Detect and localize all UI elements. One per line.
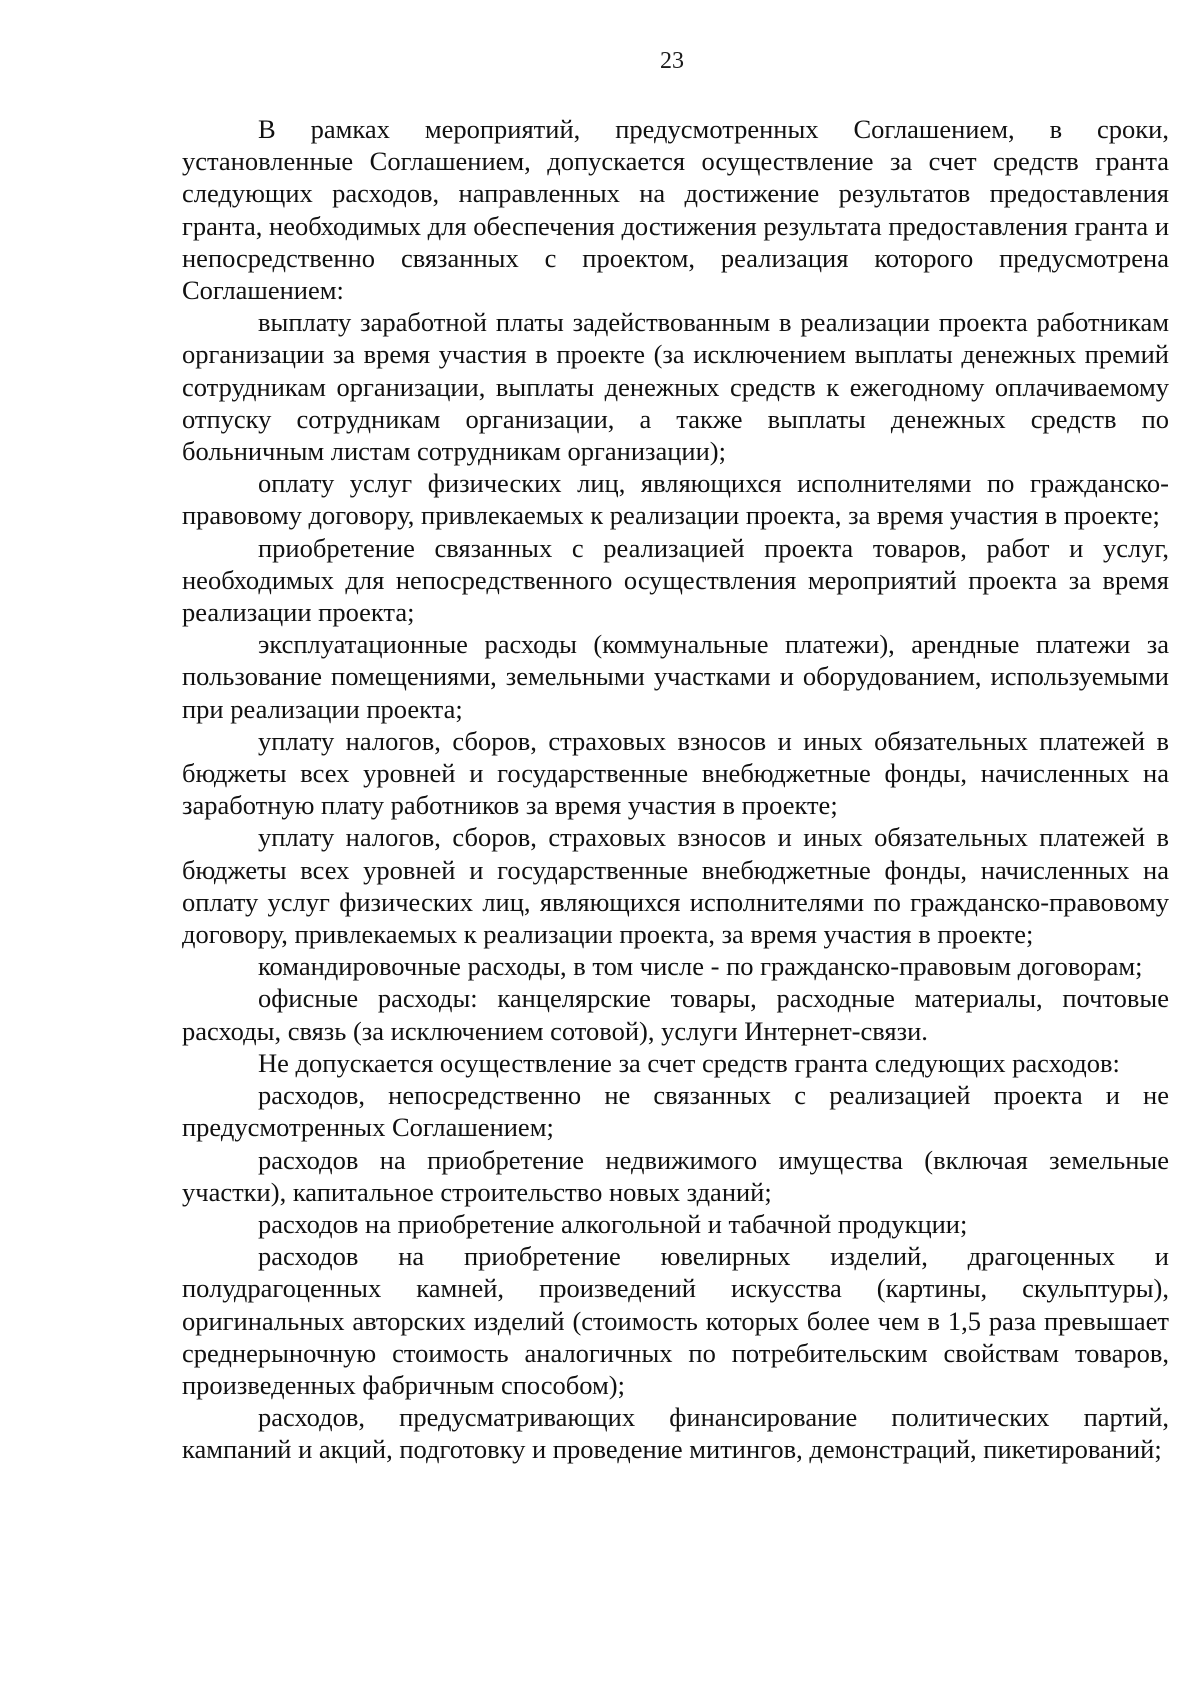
paragraph-list-item: командировочные расходы, в том числе - по гражданско-правовым договорам; [258,951,1143,982]
paragraph-list-item: приобретение связанных с реализацией проекта товаров, работ и услуг, необходимых для непосредственного осуществления мероприятий проекта за время реализации проекта; [182,532,1169,628]
paragraph-list-item: уплату налогов, сборов, страховых взносов и иных обязательных платежей в бюджеты всех уровней и государственные внебюджетные фонды, начисленных на оплату услуг физических лиц, являющихся исполнителями по гражданско-правовому договору, привлекаемых к реализации проекта, за время участия в проекте; [182,822,1169,950]
page-number: 23 [660,48,684,74]
paragraph-list-item: офисные расходы: канцелярские товары, расходные материалы, почтовые расходы, связь (за исключением сотовой), услуги Интернет-связи. [182,983,1169,1046]
paragraph-intro: В рамках мероприятий, предусмотренных Соглашением, в сроки, установленные Соглашением, допускается осуществление за счет средств гранта следующих расходов, направленных на достижение результатов предоставления гранта, необходимых для обеспечения достижения результата предоставления гранта и непосредственно связанных с проектом, реализация которого предусмотрена Соглашением: [182,114,1169,306]
paragraph-list-item: расходов на приобретение недвижимого имущества (включая земельные участки), капитальное строительство новых зданий; [182,1144,1169,1207]
paragraph-prohibition-intro: Не допускается осуществление за счет средств гранта следующих расходов: [258,1047,1120,1078]
paragraph-list-item: эксплуатационные расходы (коммунальные платежи), арендные платежи за пользование помещениями, земельными участками и оборудованием, используемыми при реализации проекта; [182,629,1169,724]
paragraph-list-item: расходов, непосредственно не связанных с реализацией проекта и не предусмотренных Соглашением; [182,1080,1169,1143]
paragraph-list-item: уплату налогов, сборов, страховых взносов и иных обязательных платежей в бюджеты всех уровней и государственные внебюджетные фонды, начисленных на заработную плату работников за время участия в проекте; [182,725,1169,821]
paragraph-list-item: расходов на приобретение алкогольной и табачной продукции; [258,1208,968,1239]
paragraph-list-item: расходов, предусматривающих финансирование политических партий, кампаний и акций, подготовку и проведение митингов, демонстраций, пикетирований; [182,1402,1169,1465]
paragraph-list-item: оплату услуг физических лиц, являющихся исполнителями по гражданско-правовому договору, привлекаемых к реализации проекта, за время участия в проекте; [182,468,1169,531]
document-body [182,113,1169,1466]
paragraph-list-item: расходов на приобретение ювелирных изделий, драгоценных и полудрагоценных камней, произведений искусства (картины, скульптуры), оригинальных авторских изделий (стоимость которых более чем в 1,5 раза превышает среднерыночную стоимость аналогичных по потребительским свойствам товаров, произведенных фабричным способом); [182,1241,1169,1400]
paragraph-list-item: выплату заработной платы задействованным в реализации проекта работникам организации за время участия в проекте (за исключением выплаты денежных премий сотрудникам организации, выплаты денежных средств к ежегодному оплачиваемому отпуску сотрудникам организации, а также выплаты денежных средств по больничным листам сотрудникам организации); [182,307,1169,467]
